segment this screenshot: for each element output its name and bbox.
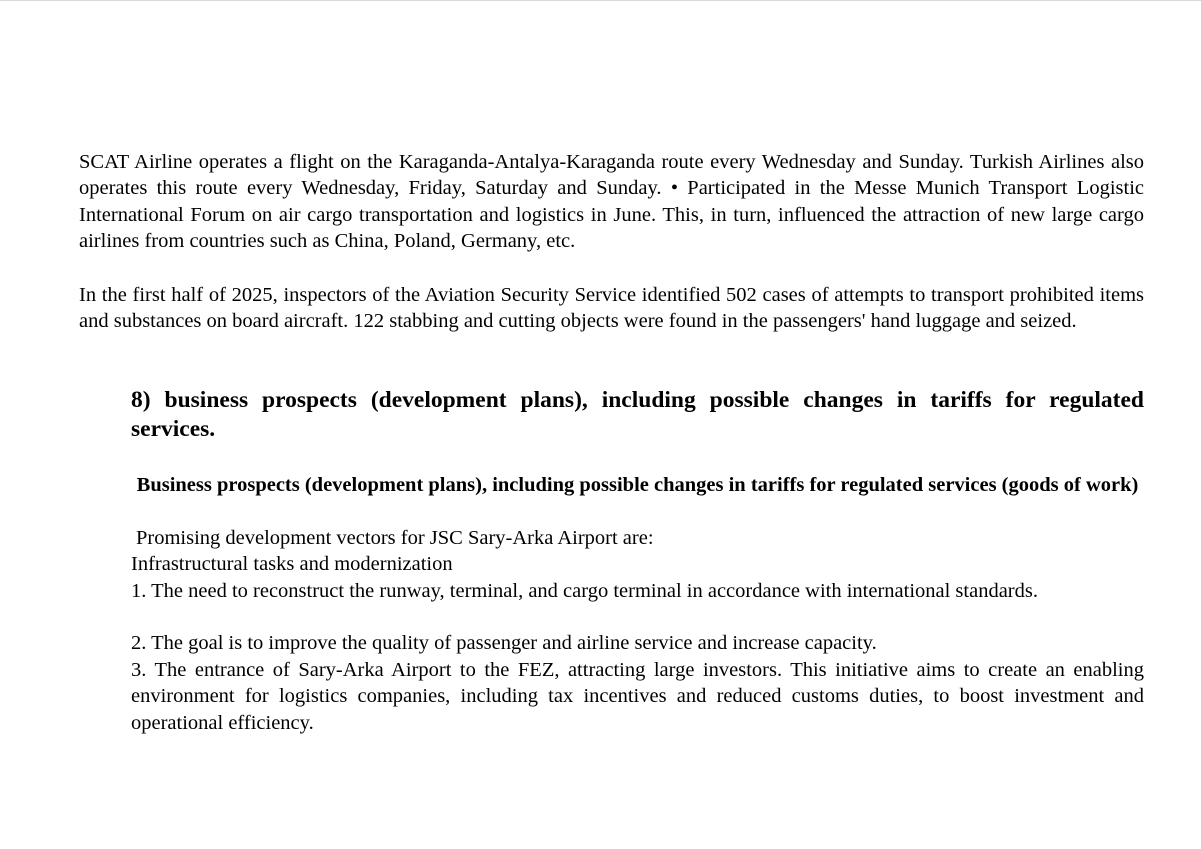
table-subheading: Business prospects (development plans), including possible changes in tariffs for regulated services (goods of work) [136, 474, 1139, 496]
paragraph-aviation-security: In the first half of 2025, inspectors of the Aviation Security Service identified 502 cases of attempts to transport prohibited items and substances on board aircraft. 122 stabbing and cutting objects were found in the passengers' hand luggage and seized. [79, 284, 1144, 333]
subsection-title: Infrastructural tasks and modernization [131, 553, 453, 575]
list-item: 3. The entrance of Sary-Arka Airport to the FEZ, attracting large investors. This initiative aims to create an enabling environment for logistics companies, including tax incentives and reduced customs duties, to boost investment and operational efficiency. [131, 659, 1144, 734]
list-item: 2. The goal is to improve the quality of passenger and airline service and increase capacity. [131, 632, 877, 654]
paragraph-flights-and-forum: SCAT Airline operates a flight on the Karaganda-Antalya-Karaganda route every Wednesday and Sunday. Turkish Airlines also operates this route every Wednesday, Friday, Saturday and Sunday. • Participated in the Messe Munich Transport Logistic International Forum on air cargo transportation and logistics in June. This, in turn, influenced the attraction of new large cargo airlines from countries such as China, Poland, Germany, etc. [79, 151, 1144, 253]
section-heading: 8) business prospects (development plans), including possible changes in tariffs for regulated services. [131, 387, 1144, 442]
intro-line: Promising development vectors for JSC Sary-Arka Airport are: [136, 527, 654, 549]
list-item: 1. The need to reconstruct the runway, terminal, and cargo terminal in accordance with international standards. [131, 580, 1038, 602]
